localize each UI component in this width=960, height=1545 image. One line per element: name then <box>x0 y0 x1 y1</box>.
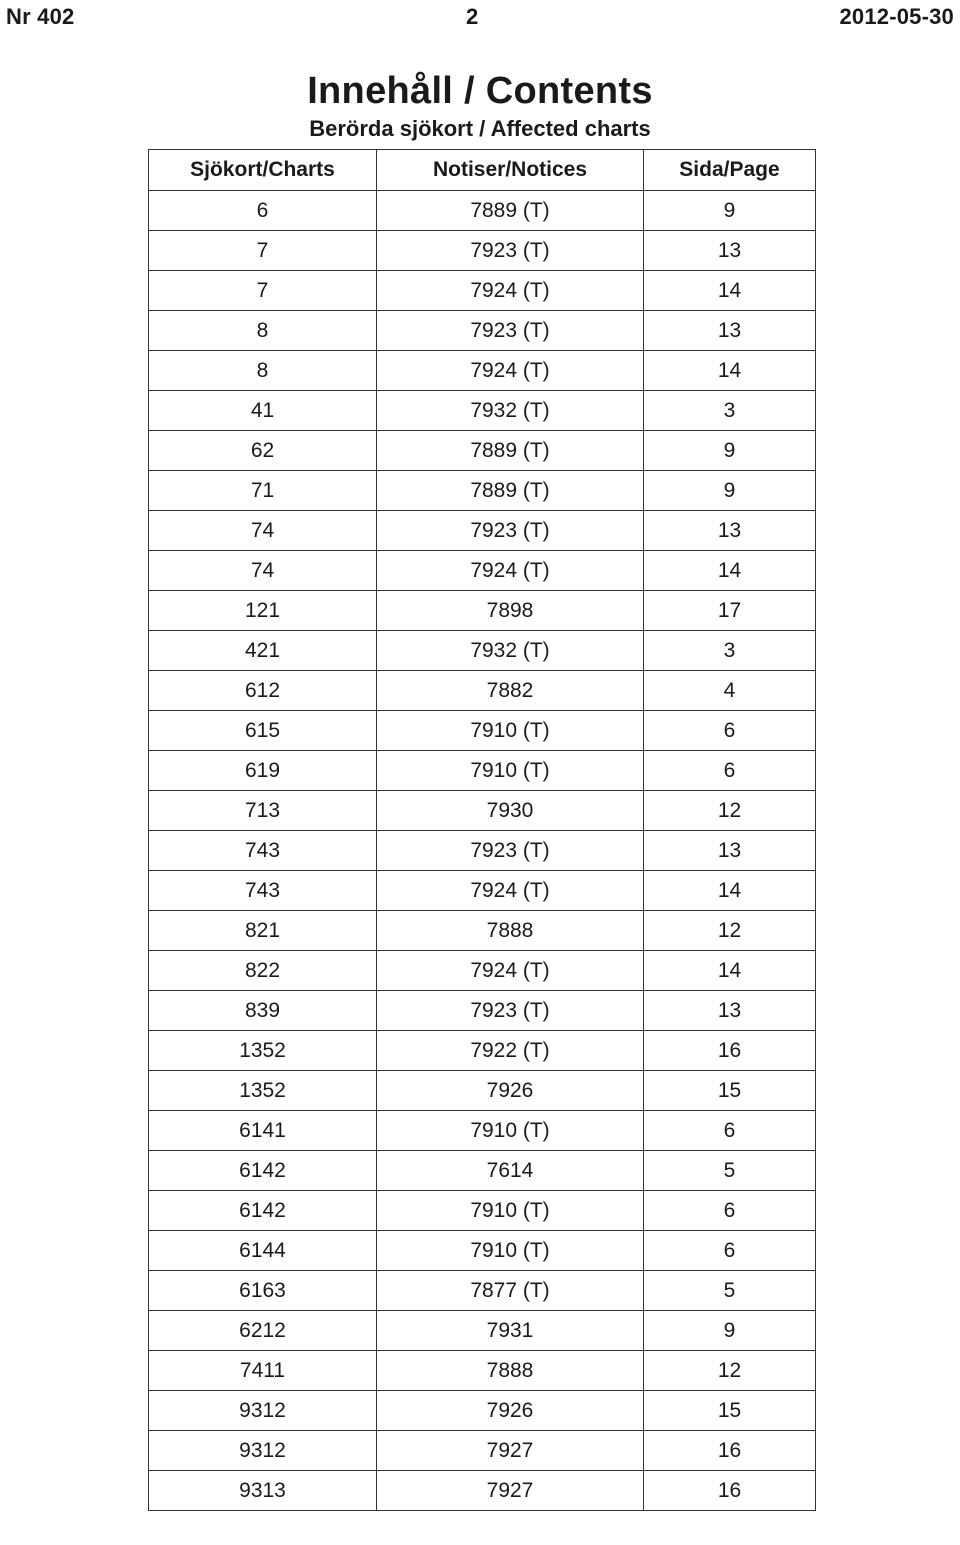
table-row <box>149 1271 816 1311</box>
table-row <box>149 1231 816 1271</box>
notice-cell: 7923 (T) <box>377 511 644 551</box>
notice-cell: 7926 <box>377 1391 644 1431</box>
table-row <box>149 591 816 631</box>
notice-cell: 7924 (T) <box>377 271 644 311</box>
page-cell: 14 <box>644 551 816 591</box>
page-cell: 6 <box>644 711 816 751</box>
page-cell: 6 <box>644 1191 816 1231</box>
notice-cell: 7923 (T) <box>377 831 644 871</box>
notice-cell: 7923 (T) <box>377 231 644 271</box>
page-cell: 14 <box>644 271 816 311</box>
table-row <box>149 351 816 391</box>
notice-cell: 7889 (T) <box>377 471 644 511</box>
chart-cell: 6212 <box>149 1311 377 1351</box>
notice-cell: 7910 (T) <box>377 1111 644 1151</box>
notice-cell: 7889 (T) <box>377 191 644 231</box>
chart-cell: 9313 <box>149 1471 377 1511</box>
page-cell: 4 <box>644 671 816 711</box>
page-title: Innehåll / Contents <box>307 70 653 112</box>
table-row <box>149 1151 816 1191</box>
table-row <box>149 791 816 831</box>
page-cell: 9 <box>644 431 816 471</box>
table-row <box>149 871 816 911</box>
notice-cell: 7932 (T) <box>377 631 644 671</box>
notice-cell: 7926 <box>377 1071 644 1111</box>
notice-cell: 7924 (T) <box>377 871 644 911</box>
page-cell: 14 <box>644 351 816 391</box>
chart-cell: 421 <box>149 631 377 671</box>
table-row <box>149 231 816 271</box>
page-cell: 13 <box>644 231 816 271</box>
table-row <box>149 191 816 231</box>
chart-cell: 619 <box>149 751 377 791</box>
issue-date: 2012-05-30 <box>839 4 954 29</box>
page-cell: 14 <box>644 871 816 911</box>
notice-cell: 7877 (T) <box>377 1271 644 1311</box>
page-cell: 6 <box>644 751 816 791</box>
table-row <box>149 951 816 991</box>
table-row <box>149 1111 816 1151</box>
page-subtitle: Berörda sjökort / Affected charts <box>309 116 651 141</box>
chart-cell: 6 <box>149 191 377 231</box>
page-cell: 17 <box>644 591 816 631</box>
page-cell: 16 <box>644 1471 816 1511</box>
chart-cell: 821 <box>149 911 377 951</box>
page-cell: 12 <box>644 911 816 951</box>
notice-cell: 7923 (T) <box>377 311 644 351</box>
notice-cell: 7932 (T) <box>377 391 644 431</box>
notice-cell: 7923 (T) <box>377 991 644 1031</box>
page-cell: 6 <box>644 1231 816 1271</box>
chart-cell: 6141 <box>149 1111 377 1151</box>
table-row <box>149 271 816 311</box>
page-cell: 15 <box>644 1071 816 1111</box>
chart-cell: 9312 <box>149 1431 377 1471</box>
table-row <box>149 431 816 471</box>
chart-cell: 62 <box>149 431 377 471</box>
chart-cell: 7 <box>149 231 377 271</box>
page-cell: 16 <box>644 1031 816 1071</box>
table-row <box>149 311 816 351</box>
chart-cell: 6142 <box>149 1151 377 1191</box>
table-row <box>149 1431 816 1471</box>
page-cell: 13 <box>644 311 816 351</box>
table-row <box>149 991 816 1031</box>
column-header-charts: Sjökort/Charts <box>149 150 377 191</box>
notice-cell: 7888 <box>377 911 644 951</box>
chart-cell: 7411 <box>149 1351 377 1391</box>
chart-cell: 1352 <box>149 1031 377 1071</box>
page-cell: 12 <box>644 1351 816 1391</box>
column-header-notices: Notiser/Notices <box>377 150 644 191</box>
affected-charts-table <box>148 149 816 1511</box>
page-cell: 13 <box>644 831 816 871</box>
table-row <box>149 711 816 751</box>
notice-cell: 7922 (T) <box>377 1031 644 1071</box>
chart-cell: 822 <box>149 951 377 991</box>
table-row <box>149 1471 816 1511</box>
table-row <box>149 511 816 551</box>
page-cell: 9 <box>644 471 816 511</box>
table-row <box>149 391 816 431</box>
table-row <box>149 631 816 671</box>
chart-cell: 612 <box>149 671 377 711</box>
table-row <box>149 831 816 871</box>
notice-cell: 7614 <box>377 1151 644 1191</box>
chart-cell: 615 <box>149 711 377 751</box>
chart-cell: 8 <box>149 351 377 391</box>
notice-cell: 7882 <box>377 671 644 711</box>
notice-cell: 7910 (T) <box>377 1231 644 1271</box>
chart-cell: 74 <box>149 551 377 591</box>
table-row <box>149 471 816 511</box>
page-cell: 6 <box>644 1111 816 1151</box>
chart-cell: 7 <box>149 271 377 311</box>
chart-cell: 1352 <box>149 1071 377 1111</box>
notice-cell: 7910 (T) <box>377 711 644 751</box>
notice-cell: 7889 (T) <box>377 431 644 471</box>
table-row <box>149 911 816 951</box>
notice-cell: 7924 (T) <box>377 351 644 391</box>
table-row <box>149 1071 816 1111</box>
chart-cell: 41 <box>149 391 377 431</box>
chart-cell: 839 <box>149 991 377 1031</box>
table-row <box>149 1031 816 1071</box>
chart-cell: 713 <box>149 791 377 831</box>
table-header-row <box>149 150 816 191</box>
table-row <box>149 751 816 791</box>
notice-cell: 7924 (T) <box>377 551 644 591</box>
chart-cell: 9312 <box>149 1391 377 1431</box>
chart-cell: 6163 <box>149 1271 377 1311</box>
page-cell: 9 <box>644 191 816 231</box>
notice-cell: 7927 <box>377 1431 644 1471</box>
page-cell: 16 <box>644 1431 816 1471</box>
page-cell: 3 <box>644 631 816 671</box>
table-row <box>149 1311 816 1351</box>
table-row <box>149 671 816 711</box>
page-cell: 15 <box>644 1391 816 1431</box>
notice-cell: 7931 <box>377 1311 644 1351</box>
page-cell: 14 <box>644 951 816 991</box>
table-row <box>149 1391 816 1431</box>
chart-cell: 743 <box>149 831 377 871</box>
table-body <box>149 191 816 1511</box>
notice-cell: 7888 <box>377 1351 644 1391</box>
table-row <box>149 551 816 591</box>
page-cell: 12 <box>644 791 816 831</box>
page-cell: 13 <box>644 511 816 551</box>
table-row <box>149 1191 816 1231</box>
issue-number: Nr 402 <box>6 4 75 29</box>
page-cell: 9 <box>644 1311 816 1351</box>
page-number: 2 <box>466 4 479 29</box>
chart-cell: 121 <box>149 591 377 631</box>
chart-cell: 6144 <box>149 1231 377 1271</box>
notice-cell: 7910 (T) <box>377 751 644 791</box>
chart-cell: 8 <box>149 311 377 351</box>
column-header-page: Sida/Page <box>644 150 816 191</box>
chart-cell: 6142 <box>149 1191 377 1231</box>
notice-cell: 7930 <box>377 791 644 831</box>
page-cell: 5 <box>644 1151 816 1191</box>
chart-cell: 71 <box>149 471 377 511</box>
page-cell: 13 <box>644 991 816 1031</box>
chart-cell: 74 <box>149 511 377 551</box>
notice-cell: 7898 <box>377 591 644 631</box>
page-cell: 3 <box>644 391 816 431</box>
notice-cell: 7927 <box>377 1471 644 1511</box>
notice-cell: 7910 (T) <box>377 1191 644 1231</box>
notice-cell: 7924 (T) <box>377 951 644 991</box>
chart-cell: 743 <box>149 871 377 911</box>
page-cell: 5 <box>644 1271 816 1311</box>
table-row <box>149 1351 816 1391</box>
